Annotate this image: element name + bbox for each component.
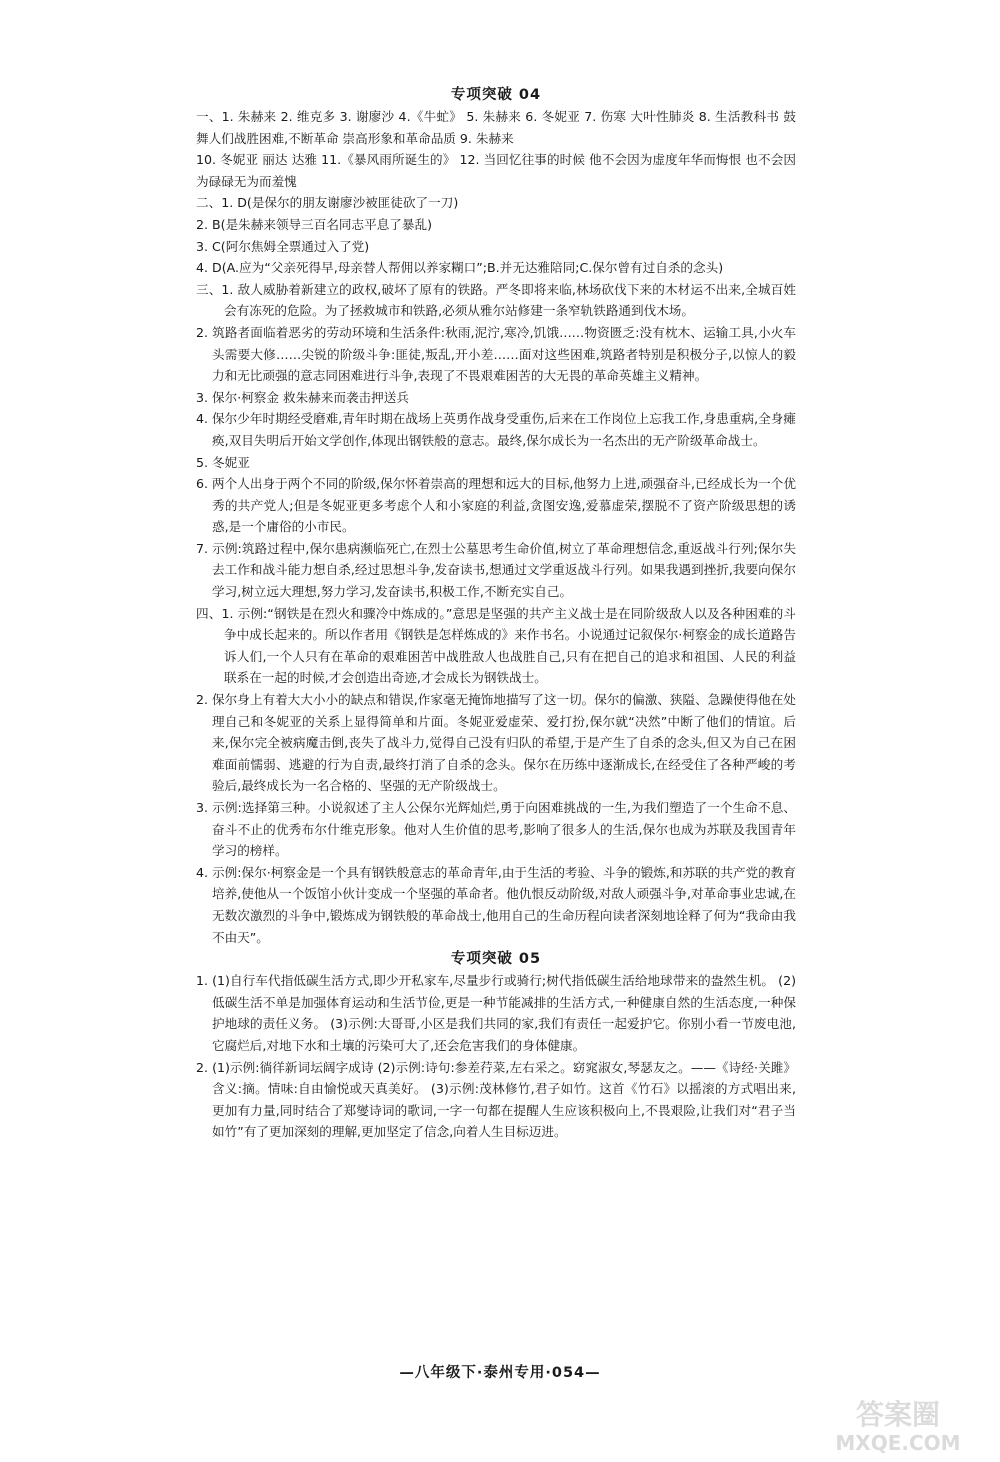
watermark-bottom-text: MXQE.COM <box>835 1431 961 1455</box>
answer-4-4: 4. 示例:保尔·柯察金是一个具有钢铁般意志的革命青年,由于生活的考验、斗争的锻炼,和苏联的共产党的教育培养,使他从一个饭馆小伙计变成一个坚强的革命者。他仇恨反动阶级,对敌人顽强斗争,对革命事业忠诚,在无数次激烈的斗争中,锻炼成为钢铁般的革命战士,他用自己的生命历程向读者深刻地诠释了何为“我命由我不由天”。 <box>196 864 796 945</box>
answer-3-7: 7. 示例:筑路过程中,保尔患病濒临死亡,在烈士公墓思考生命价值,树立了革命理想信念,重返战斗行列;保尔失去工作和战斗能力想自杀,经过思想斗争,发奋读书,想通过文学重返战斗行列。如果我遇到挫折,我要向保尔学习,树立远大理想,努力学习,发奋读书,积极工作,不断充实自己。 <box>196 540 796 600</box>
answer-3-3: 3. 保尔·柯察金 救朱赫来而袭击押送兵 <box>196 389 409 405</box>
answer-05-2: 2. (1)示例:徜徉新词坛阔字成诗 (2)示例:诗句:参差荇菜,左右采之。窈窕淑女,琴瑟友之。——《诗经·关雎》 含义:摘。情味:自由愉悦或天真美好。 (3)示例:茂林修竹,君子如竹。这首《竹石》以摇滚的方式唱出来,更加有力量,同时结合了郑燮诗词的歌词,一字一句都在提醒人生应该积极向上,不畏艰险,让我们对“君子当如竹”有了更加深刻的理解,更加坚定了信念,向着人生目标迈进。 <box>196 1059 796 1140</box>
page-footer: —八年级下·泰州专用·054— <box>399 1365 601 1381</box>
answer-2-2: 2. B(是朱赫来领导三百名同志平息了暴乱) <box>196 216 432 232</box>
answer-1-line2: 10. 冬妮亚 丽达 达雅 11.《暴风雨所诞生的》 12. 当回忆往事的时候 他不会因为虚度年华而悔恨 也不会因为碌碌无为而羞愧 <box>196 152 796 189</box>
answer-05-1: 1. (1)自行车代指低碳生活方式,即少开私家车,尽量步行或骑行;树代指低碳生活给地球带来的盎然生机。 (2)低碳生活不单是加强体育运动和生活节俭,更是一种节能减排的生活方式,一种健康自然的生活态度,一种保护地球的责任义务。 (3)示例:大哥哥,小区是我们共同的家,我们有责任一起爱护它。你别小看一节废电池,它腐烂后,对地下水和土壤的污染可大了,还会危害我们的身体健康。 <box>196 973 796 1053</box>
answer-3-6: 6. 两个人出身于两个不同的阶级,保尔怀着崇高的理想和远大的目标,他努力上进,顽强奋斗,已经成长为一个优秀的共产党人;但是冬妮亚更多考虑个人和小家庭的利益,贪图安逸,爱慕虚荣,摆脱不了资产阶级思想的诱惑,是一个庸俗的小市民。 <box>196 476 796 535</box>
answer-2-1: 二、1. D(是保尔的朋友谢廖沙被匪徒砍了一刀) <box>196 195 459 211</box>
watermark-top-text: 答案圈 <box>855 1398 941 1431</box>
section-title: 专项突破 04 <box>450 87 542 103</box>
answer-4-1: 四、1. 示例:“钢铁是在烈火和骤冷中炼成的。”意思是坚强的共产主义战士是在同阶级敌人以及各种困难的斗争中成长起来的。所以作者用《钢铁是怎样炼成的》来作书名。小说通过记叙保尔·柯察金的成长道路告诉人们,一个人只有在革命的艰难困苦中战胜敌人也战胜自己,只有在把自己的追求和祖国、人民的利益联系在一起的时候,才会创造出奇迹,才会成长为钢铁战士。 <box>196 605 796 686</box>
watermark-logo <box>808 1394 988 1456</box>
answer-3-5: 5. 冬妮亚 <box>196 454 250 470</box>
answer-content <box>196 84 796 1143</box>
section-title: 专项突破 05 <box>450 951 542 968</box>
answer-3-2: 2. 筑路者面临着恶劣的劳动环境和生活条件:秋雨,泥泞,寒冷,饥饿……物资匮乏:没有枕木、运输工具,小火车头需要大修……尖锐的阶级斗争:匪徒,叛乱,开小差……面对这些困难,筑路者特别是积极分子,以惊人的毅力和无比顽强的意志同困难进行斗争,表现了不畏艰难困苦的大无畏的革命英雄主义精神。 <box>196 324 796 384</box>
answer-2-4: 4. D(A.应为“父亲死得早,母亲替人帮佣以养家糊口”;B.并无达雅陪同;C.保尔曾有过自杀的念头) <box>196 260 724 276</box>
answer-4-3: 3. 示例:选择第三种。小说叙述了主人公保尔光辉灿烂,勇于向困难挑战的一生,为我们塑造了一个生命不息、奋斗不止的优秀布尔什维克形象。他对人生价值的思考,影响了很多人的生活,保尔也成为苏联及我国青年学习的榜样。 <box>196 800 796 859</box>
answer-1-line1: 一、1. 朱赫来 2. 维克多 3. 谢廖沙 4.《牛虻》 5. 朱赫来 6. 冬妮亚 7. 伤寒 大叶性肺炎 8. 生活教科书 鼓舞人们战胜困难,不断革命 崇高形象和革命品质 9. 朱赫来 <box>196 109 796 146</box>
answer-3-4: 4. 保尔少年时期经受磨难,青年时期在战场上英勇作战身受重伤,后来在工作岗位上忘我工作,身患重病,全身瘫痪,双目失明后开始文学创作,体现出钢铁般的意志。最终,保尔成长为一名杰出的无产阶级革命战士。 <box>196 411 796 448</box>
answer-3-1: 三、1. 敌人威胁着新建立的政权,破坏了原有的铁路。严冬即将来临,林场砍伐下来的木材运不出来,全城百姓会有冻死的危险。为了拯救城市和铁路,必须从雅尔站修建一条窄轨铁路通到伐木场。 <box>196 281 796 319</box>
answer-4-2: 2. 保尔身上有着大大小小的缺点和错误,作家毫无掩饰地描写了这一切。保尔的偏激、狭隘、急躁使得他在处理自己和冬妮亚的关系上显得简单和片面。冬妮亚爱虚荣、爱打扮,保尔就“决然”中断了他们的情谊。后来,保尔完全被病魔击倒,丧失了战斗力,觉得自己没有归队的希望,于是产生了自杀的念头,但又为自己在困难面前懦弱、逃避的行为自责,最终打消了自杀的念头。保尔在历练中逐渐成长,在经受住了各种严峻的考验后,最终成长为一名合格的、坚强的无产阶级战士。 <box>196 692 796 794</box>
answer-2-3: 3. C(阿尔焦姆全票通过入了党) <box>196 238 370 254</box>
